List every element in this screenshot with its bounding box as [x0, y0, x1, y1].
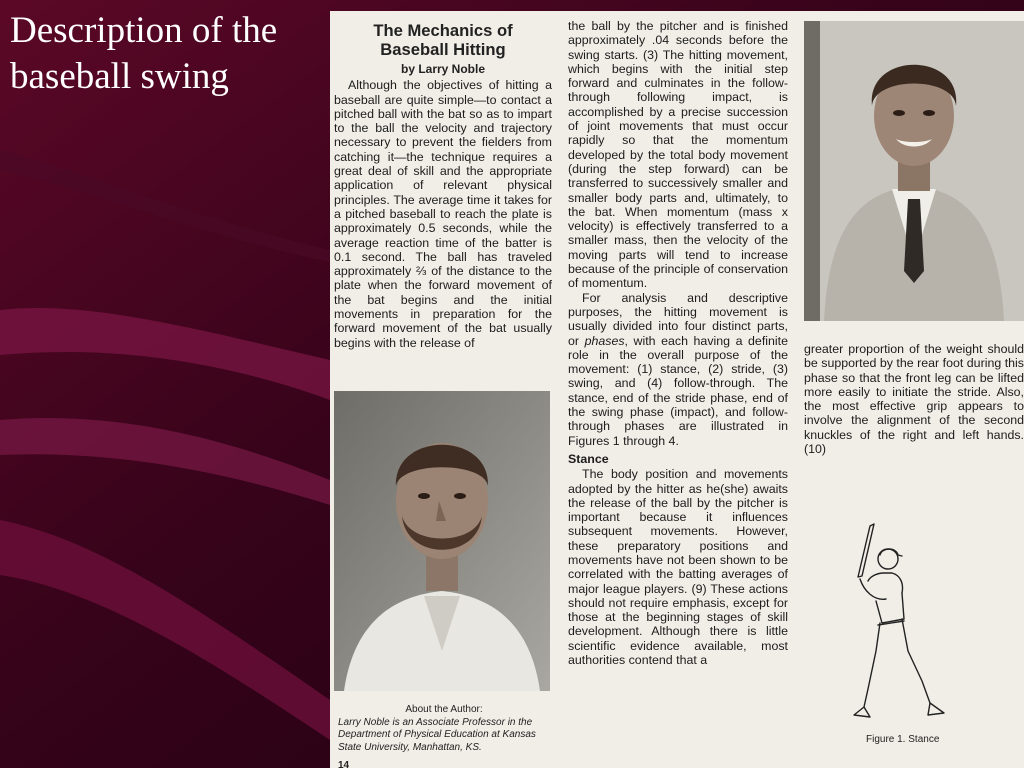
- byline: by Larry Noble: [400, 62, 486, 76]
- author-caption: [338, 704, 550, 754]
- paragraph-intro: Although the objectives of hitting a baseball are quite simple—to contact a pitched ball with the bat so as to impart to the ball the velocity and trajectory necessary to prevent the fielders from catching it—the technique requires a great deal of skill and the appropriate application of relevant physical principles. The average time it takes for a pitched baseball to reach the plate is approximately 0.5 seconds, while the average reaction time of the batter is 0.1 second. The ball has traveled approximately ⅔ of the distance to the plate when the forward movement of the bat begins and the initial movements in preparation for the forward movement of the bat usually begins with the release of: [334, 78, 552, 350]
- page-number: 14: [338, 760, 350, 768]
- article-title: [334, 21, 552, 59]
- article-title-line-1: The Mechanics of: [373, 21, 513, 40]
- stance-heading: Stance: [568, 451, 609, 466]
- paragraph-stance: The body position and movements adopted by the hitter as he(she) awaits the release of the ball by the pitcher is important because it influences subsequent movements. However, these preparatory positions and movements have not been shown to be correlated with the batting averages of major league players. (9) These actions should not require emphasis, except for those at the beginning stages of skill development. Although there is little scientific evidence available, most authorities contend that a: [568, 467, 788, 668]
- paragraph-phases-part-2: , with each having a definite role in the overall purpose of the movement: (1) stance, (2) stride, (3) swing, and (4) follow-through. The stance, end of the stride phase, end of the swing phase (impact), and follow-through phases are illustrated in Figures 1 through 4.: [568, 333, 788, 448]
- author-caption-body: Larry Noble is an Associate Professor in the Department of Physical Education at Kansas State University, Manhattan, KS.: [338, 716, 536, 753]
- paragraph-phases-part-1: For analysis and descriptive purposes, the hitting movement is usually divided into four distinct parts, or: [568, 290, 788, 348]
- article-title-line-2: Baseball Hitting: [380, 40, 506, 59]
- article-column-2: [568, 19, 788, 667]
- author-caption-heading: About the Author:: [405, 704, 483, 715]
- author-photo: [334, 391, 550, 691]
- paragraph-momentum: the ball by the pitcher and is finished approximately .04 seconds before the swing starts. (3) The hitting movement, which begins with the initial step forward and culminates in the follow-through following impact, is accomplished by a precise succession of joint movements that must occur rapidly so that the momentum developed by the total body movement (during the step forward) can be transferred to successively smaller and smaller body parts and, ultimately, to the bat. When momentum (mass x velocity) is effectively transferred to a smaller mass, then the velocity of the moving parts will tend to increase because of the principle of conservation of momentum.: [568, 19, 788, 291]
- figure-caption: Figure 1. Stance: [866, 734, 940, 745]
- man-portrait-photo-icon: [334, 391, 550, 691]
- batter-stance-icon: [830, 521, 970, 731]
- article-scan: [330, 11, 1024, 768]
- phases-term: phases: [584, 333, 625, 348]
- slide-title: Description of the baseball swing: [10, 10, 278, 97]
- man-in-suit-photo-icon: [804, 21, 1024, 321]
- paragraph-phases: [568, 291, 788, 448]
- article-column-3: [804, 342, 1024, 456]
- article-column-1: [334, 21, 552, 350]
- paragraph-grip: greater proportion of the weight should be supported by the rear foot during this phase so that the front leg can be lifted more easily to initiate the stride. Also, the most effective grip appears to involve the alignment of the second knuckles of the right and left hands. (10): [804, 342, 1024, 457]
- man-in-suit-photo: [804, 21, 1024, 321]
